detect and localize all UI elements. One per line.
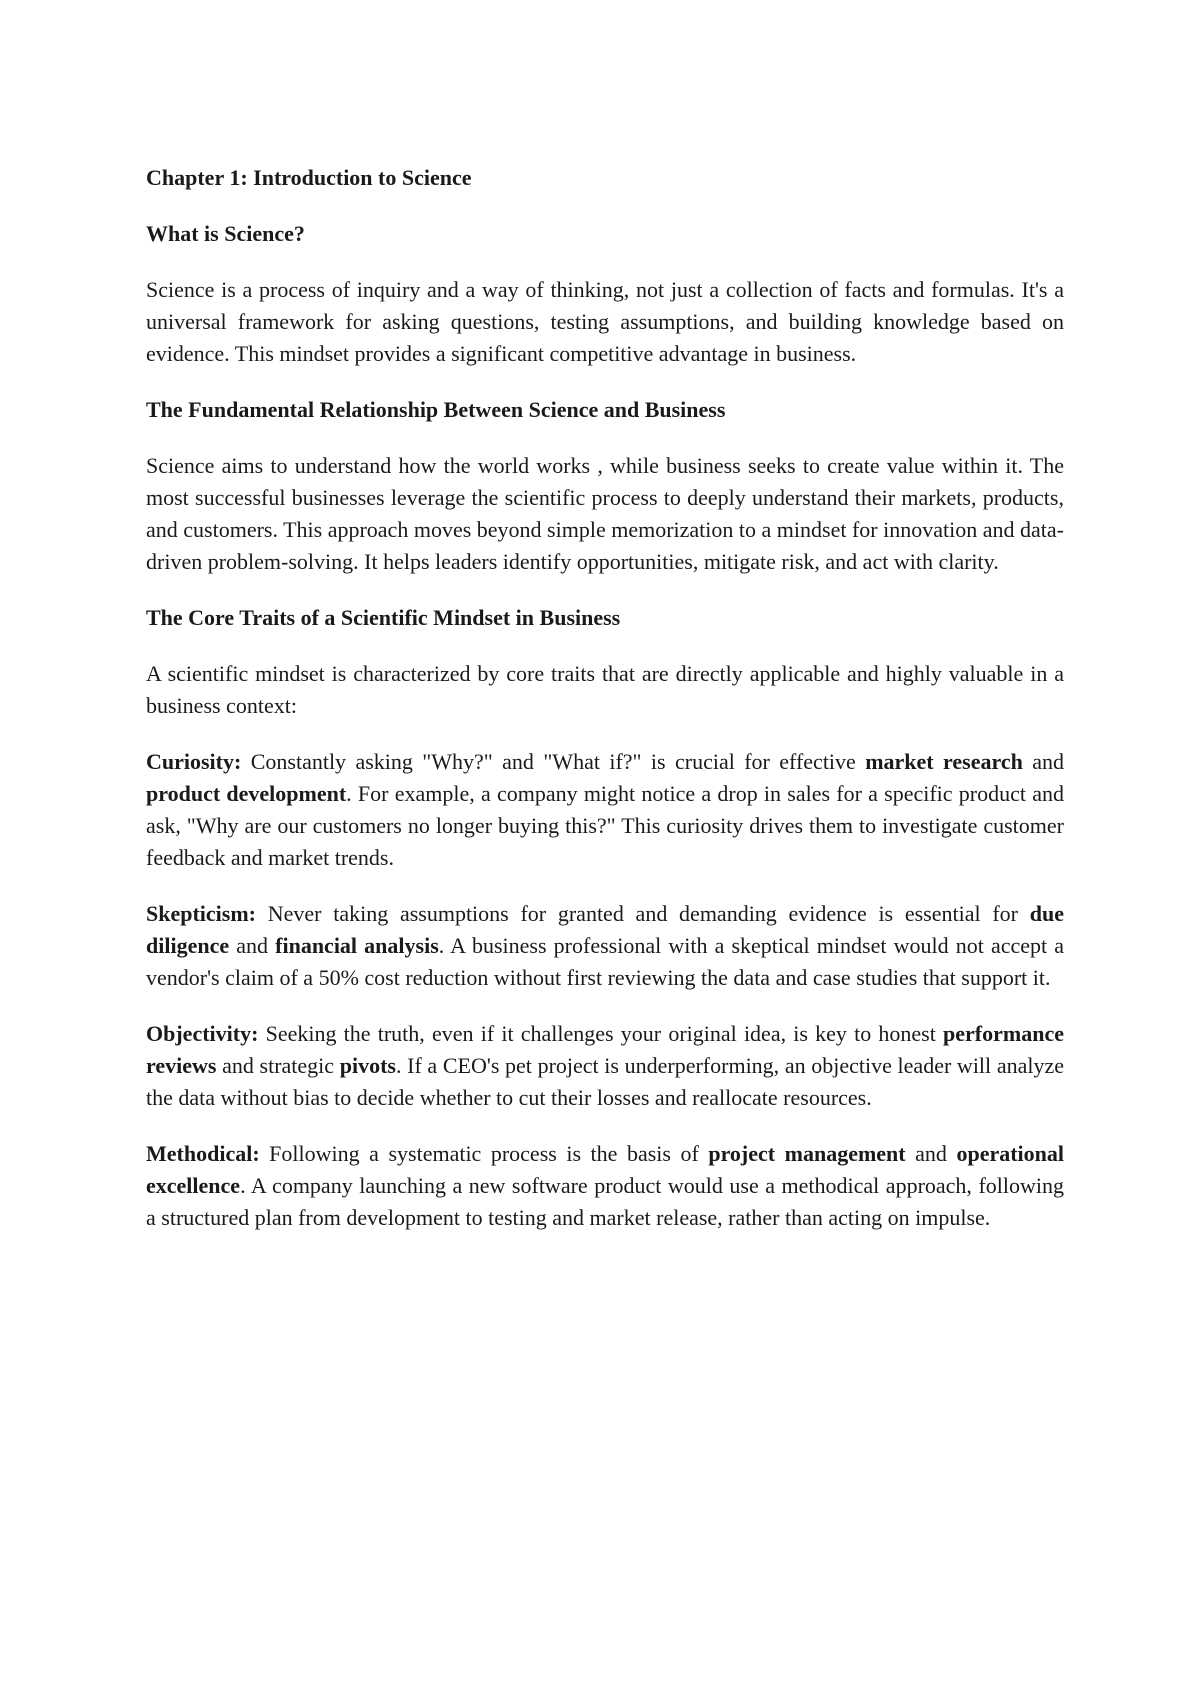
trait-label: Methodical: xyxy=(146,1141,260,1166)
trait-text: Seeking the truth, even if it challenges your original idea, is key to honest xyxy=(258,1021,944,1046)
trait-text: . A company launching a new software product would use a methodical approach, following a structured plan from development to testing and market release, rather than acting on impulse. xyxy=(146,1173,1064,1230)
section-heading-what-is-science: What is Science? xyxy=(146,221,305,246)
document-page xyxy=(146,162,1064,1258)
trait-text: and strategic xyxy=(216,1053,340,1078)
trait-label: Curiosity: xyxy=(146,749,242,774)
trait-keyword: pivots xyxy=(339,1053,396,1078)
trait-text: . If a CEO's pet project is underperforming, an objective leader will analyze the data without bias to decide whether to cut their losses and reallocate resources. xyxy=(146,1053,1064,1110)
trait-text: . A business professional with a skeptical mindset would not accept a vendor's claim of a 50% cost reduction without first reviewing the data and case studies that support it. xyxy=(146,933,1065,990)
trait-keyword: product development xyxy=(146,781,347,806)
trait-objectivity xyxy=(146,1018,1064,1114)
trait-text: Following a systematic process is the basis of xyxy=(259,1141,709,1166)
trait-text: Constantly asking "Why?" and "What if?" is crucial for effective xyxy=(241,749,866,774)
section-heading-core-traits: The Core Traits of a Scientific Mindset in Business xyxy=(146,605,621,630)
trait-text: . For example, a company might notice a drop in sales for a specific product and ask, "Why are our customers no longer buying this?" This curiosity drives them to investigate customer feedback and market trends. xyxy=(146,781,1064,870)
chapter-title: Chapter 1: Introduction to Science xyxy=(146,165,472,190)
paragraph-core-traits-intro: A scientific mindset is characterized by core traits that are directly applicable and highly valuable in a business context: xyxy=(146,661,1064,718)
trait-text: and xyxy=(1022,749,1065,774)
trait-text: and xyxy=(229,933,276,958)
trait-label: Objectivity: xyxy=(146,1021,259,1046)
trait-keyword: financial analysis xyxy=(275,933,439,958)
trait-label: Skepticism: xyxy=(146,901,256,926)
trait-methodical xyxy=(146,1138,1064,1234)
paragraph-what-is-science: Science is a process of inquiry and a way of thinking, not just a collection of facts and formulas. It's a universal framework for asking questions, testing assumptions, and building knowledge based on evidence. This mindset provides a significant competitive advantage in business. xyxy=(146,277,1064,366)
trait-keyword: market research xyxy=(865,749,1023,774)
trait-keyword: operational excellence xyxy=(146,1141,1065,1198)
trait-curiosity xyxy=(146,746,1064,874)
trait-text: Never taking assumptions for granted and demanding evidence is essential for xyxy=(256,901,1030,926)
trait-keyword: project management xyxy=(708,1141,906,1166)
trait-text: and xyxy=(905,1141,957,1166)
trait-keyword: performance reviews xyxy=(146,1021,1064,1078)
trait-skepticism xyxy=(146,898,1064,994)
section-heading-relationship: The Fundamental Relationship Between Science and Business xyxy=(146,397,726,422)
paragraph-relationship: Science aims to understand how the world works , while business seeks to create value within it. The most successful businesses leverage the scientific process to deeply understand their markets, products, and customers. This approach moves beyond simple memorization to a mindset for innovation and data-driven problem-solving. It helps leaders identify opportunities, mitigate risk, and act with clarity. xyxy=(146,453,1064,574)
trait-keyword: due diligence xyxy=(146,901,1064,958)
